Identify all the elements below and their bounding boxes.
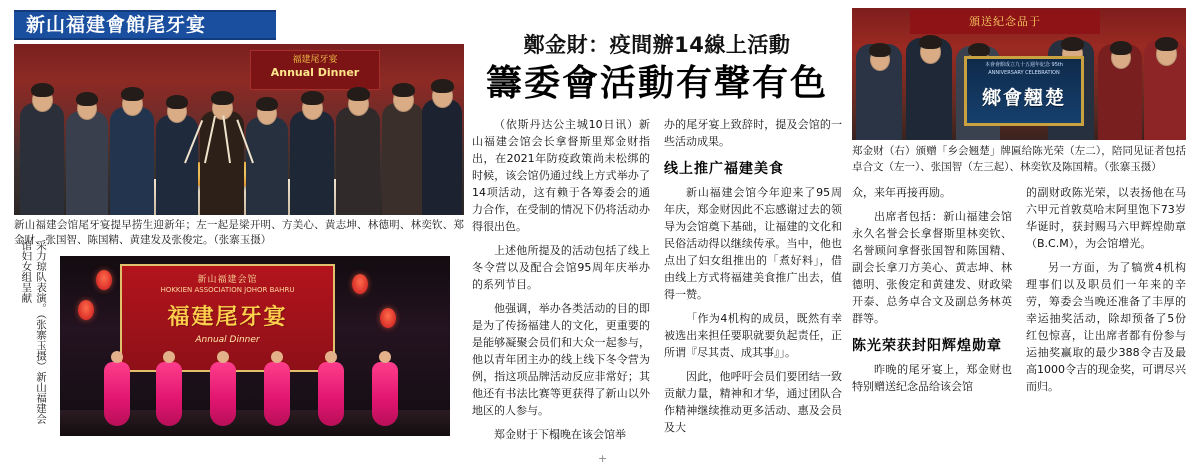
article-middle-column bbox=[472, 34, 842, 451]
person-hair bbox=[31, 83, 54, 97]
dancer-figure bbox=[318, 362, 344, 426]
paragraph: 昨晚的尾牙宴上，郑金财也特别赠送纪念品给该会馆 bbox=[852, 362, 1012, 393]
person-figure bbox=[156, 115, 198, 215]
dancer-figure bbox=[104, 362, 130, 426]
stage-photo bbox=[60, 256, 450, 436]
dancer-figure bbox=[210, 362, 236, 426]
article-right-column bbox=[852, 8, 1186, 402]
lantern-icon bbox=[96, 270, 112, 290]
lantern-icon bbox=[78, 300, 94, 320]
person-hair bbox=[1061, 37, 1084, 51]
dancer-figure bbox=[156, 362, 182, 426]
lantern-icon bbox=[352, 274, 368, 294]
middle-column-2 bbox=[664, 116, 842, 451]
paragraph: 因此，他呼吁会员们要团结一致贡献力量，精神和才华，通过团队合作精神继续推动更多活动、惠及会员及大 bbox=[664, 370, 842, 435]
person-hair bbox=[392, 83, 415, 97]
paragraph: 新山福建会馆今年迎来了95周年庆，郑金财因此不忘感谢过去的领导为会馆奠下基础，让福建的文化和民俗活动得以继续传承。当中，他也点出了妇女组推出的「煮好料」，借由线上方式将福建美食推广出去，值得一赞。 bbox=[664, 185, 842, 302]
person-figure bbox=[422, 99, 462, 215]
dancer-head bbox=[325, 351, 337, 363]
paragraph: 郑金财于下榻晚在该会馆举 bbox=[494, 428, 626, 442]
paragraph: 众，来年再接再励。 bbox=[852, 185, 951, 199]
backdrop-line1: 新山福建会馆 bbox=[197, 275, 258, 286]
backdrop-line2: HOKKIEN ASSOCIATION JOHOR BAHRU bbox=[160, 286, 295, 295]
person-hair bbox=[1110, 41, 1132, 55]
paragraph: 另一方面，为了犒赏4机构理事们以及职员们一年来的辛劳，筹委会当晚还准备了丰厚的幸运抽奖活动，除却预备了5份红包惊喜，让出席者都有份参与运抽奖赢取的最少388令吉及最高1000令吉的现金奖，可谓尽兴而归。 bbox=[1026, 260, 1186, 394]
dancer-figure bbox=[372, 362, 398, 426]
backdrop-line4: Annual Dinner bbox=[195, 335, 260, 346]
lantern-icon bbox=[380, 308, 396, 328]
dancer-head bbox=[163, 351, 175, 363]
person-figure bbox=[290, 111, 334, 215]
backdrop-main-text: 福建尾牙宴 bbox=[167, 305, 288, 331]
photo-banner-line2: Annual Dinner bbox=[270, 66, 360, 80]
person-hair bbox=[121, 87, 144, 101]
dancer-head bbox=[379, 351, 391, 363]
award-plaque bbox=[964, 56, 1084, 126]
award-photo bbox=[852, 8, 1186, 140]
dancer-head bbox=[271, 351, 283, 363]
plaque-top-text: 本會會館成立九十五週年紀念 95th ANNIVERSARY CELEBRATION bbox=[984, 62, 1064, 76]
person-hair bbox=[76, 92, 98, 106]
main-photo-caption: 新山福建会馆尾牙宴提早捞生迎新年；左一起是梁开明、方美心、黄志坤、林德明、林奕钦、郑金财、张国智、陈国精、黄建发及张俊定。（张寨玉摄） bbox=[14, 219, 464, 247]
person-figure bbox=[246, 117, 288, 215]
people-group bbox=[14, 70, 464, 215]
middle-column-1 bbox=[472, 116, 650, 451]
dancer-head bbox=[111, 351, 123, 363]
plaque-main-text: 鄉會翹楚 bbox=[981, 87, 1066, 109]
article-kicker: 鄭金財：疫間辦14線上活動 bbox=[523, 33, 791, 57]
registration-mark: + bbox=[598, 452, 608, 465]
masthead-title: 新山福建會館尾牙宴 bbox=[26, 13, 207, 36]
right-text-columns bbox=[852, 184, 1186, 403]
main-photo bbox=[14, 44, 464, 215]
person-figure bbox=[110, 107, 154, 215]
masthead-banner bbox=[14, 10, 276, 40]
dancer-figure bbox=[264, 362, 290, 426]
paragraph: 的副财政陈光荣，以表扬他在马六甲元首敦莫哈末阿里饱下73岁华诞时，获封赐马六甲辉煌勋章（B.C.M），为会馆增光。 bbox=[1026, 185, 1186, 250]
person-hair bbox=[869, 43, 891, 57]
subheading: 线上推广福建美食 bbox=[664, 160, 784, 177]
award-photo-caption: 郑金财（右）颁赠「乡会翘楚」牌匾给陈光荣（左二），陪同见证者包括卓合文（左一）、张国智（左三起）、林奕钦及陈国精。（张寨玉摄） bbox=[852, 145, 1186, 173]
right-column-1 bbox=[852, 184, 1012, 403]
person-hair bbox=[347, 87, 370, 101]
award-banner-text: 頒送紀念品于 bbox=[910, 10, 1100, 34]
left-photo-column bbox=[14, 44, 464, 436]
paragraph: 「作为4机构的成员，既然有幸被选出来担任要职就要负起责任，正所谓『尽其责、成其事』」。 bbox=[664, 312, 842, 360]
person-hair bbox=[301, 91, 324, 105]
person-hair bbox=[919, 35, 942, 49]
paragraph: 上述他所提及的活动包括了线上冬令营以及配合会馆95周年庆举办的系列节目。 bbox=[472, 244, 650, 292]
paragraph: 办的尾牙宴上致辞时，提及会馆的一些活动成果。 bbox=[664, 117, 842, 148]
person-hair bbox=[211, 91, 234, 105]
dancer-head bbox=[217, 351, 229, 363]
photo-banner-line1: 福建尾牙宴 bbox=[292, 55, 338, 65]
person-hair bbox=[1155, 37, 1178, 51]
person-figure bbox=[336, 107, 380, 215]
article-headline: 籌委會活動有聲有色 bbox=[485, 63, 828, 105]
person-figure bbox=[20, 103, 64, 215]
paragraph: 他强调，举办各类活动的目的即是为了传扬福建人的文化，更重要的是能够凝聚会员们和大众一起参与，他以青年团主办的线上线下冬令营为例，指这项品牌活动反应非常好；其他还有书法比赛等更获得了新山以外地区的人参与。 bbox=[472, 302, 650, 418]
person-hair bbox=[968, 43, 990, 57]
person-hair bbox=[256, 97, 278, 111]
stage-photo-caption: 采力琼队表演。（张寨玉摄）新山福建会馆妇女组呈献 bbox=[20, 240, 47, 424]
paragraph: （依斯丹达公主城10日讯）新山福建会馆会长拿督斯里郑金财指出，在2021年防疫政策尚未松绑的时候，该会馆仍通过线上方式举办了14项活动，这有赖于各筹委会的通力合作，在受制的情况下仍将活动办得很出色。 bbox=[472, 117, 650, 233]
person-hair bbox=[166, 95, 188, 109]
person-figure bbox=[200, 111, 244, 215]
person-figure bbox=[382, 103, 424, 215]
middle-text-columns bbox=[472, 116, 842, 451]
person-hair bbox=[431, 79, 454, 93]
person-figure bbox=[66, 111, 108, 215]
paragraph: 出席者包括：新山福建会馆永久名誉会长拿督斯里林奕钦、名誉顾问拿督张国智和陈国精、副会长拿刀方美心、黄志坤、林德明、张俊定和黄建发、财政梁开泰、总务卓合文及副总务林英群等。 bbox=[852, 209, 1012, 325]
right-column-2 bbox=[1026, 184, 1186, 403]
subheading: 陈光荣获封阳辉煌勋章 bbox=[852, 337, 1002, 354]
